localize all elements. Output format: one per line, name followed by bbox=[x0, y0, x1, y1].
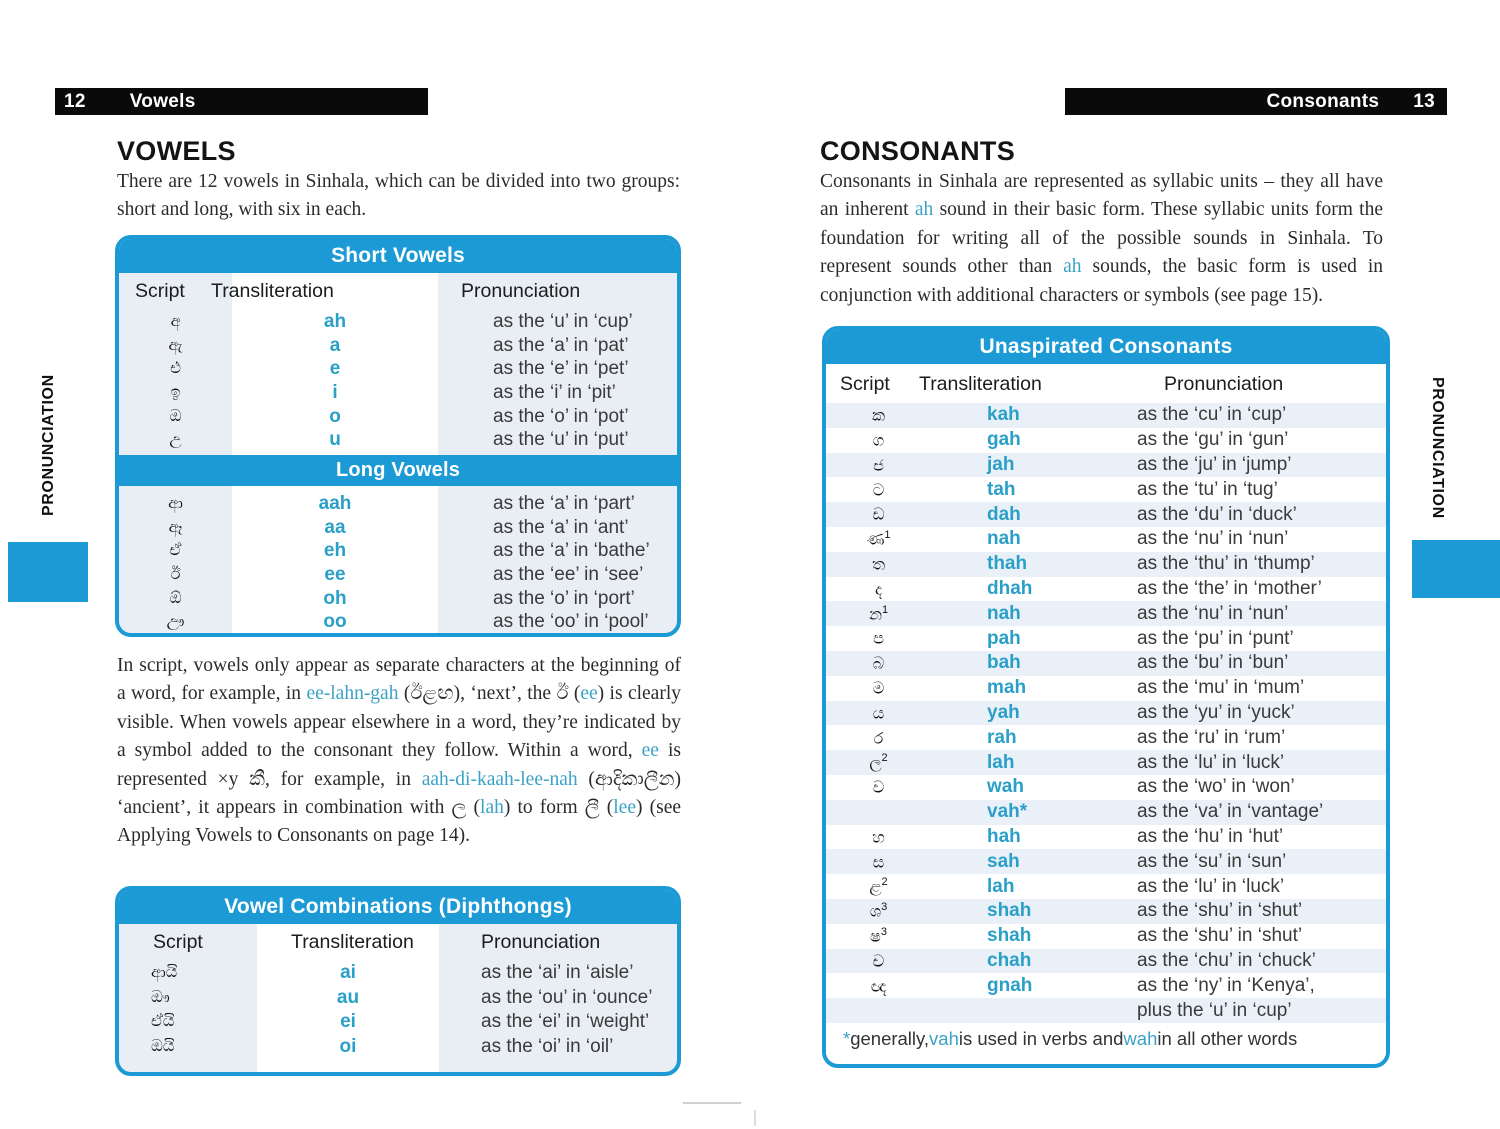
left-page-header-bar bbox=[55, 88, 428, 115]
script-column-header: Script bbox=[135, 280, 185, 302]
pronunciation-cell: as the ‘ju’ in ‘jump’ bbox=[1137, 453, 1292, 475]
table-row bbox=[826, 626, 1386, 651]
script-column-header: Script bbox=[840, 373, 890, 395]
script-cell: ජ bbox=[873, 457, 884, 475]
pronunciation-cell: as the ‘gu’ in ‘gun’ bbox=[1137, 429, 1289, 451]
script-cell: ශ$^3$ bbox=[869, 901, 888, 921]
script-cell: එ bbox=[170, 360, 181, 378]
script-cell: ඇ bbox=[168, 336, 183, 354]
script-cell: ළ$^2$ bbox=[869, 876, 888, 896]
table-row bbox=[119, 310, 677, 334]
pronunciation-cell: as the ‘du’ in ‘duck’ bbox=[1137, 503, 1297, 525]
pronunciation-cell: as the ‘i’ in ‘pit’ bbox=[493, 381, 616, 403]
script-cell: ච bbox=[872, 953, 885, 971]
script-cell: ක bbox=[872, 407, 885, 425]
diphthong-rows bbox=[119, 961, 677, 1059]
script-cell: ඒයි bbox=[151, 1013, 175, 1031]
pronunciation-cell: as the ‘ru’ in ‘rum’ bbox=[1137, 726, 1286, 748]
scan-artifact-line bbox=[683, 1102, 741, 1104]
script-cell: ය bbox=[872, 705, 885, 723]
right-page-header-bar bbox=[1065, 88, 1447, 115]
script-cell: ණ$^1$ bbox=[866, 529, 891, 549]
transliteration-cell: jah bbox=[987, 453, 1015, 475]
script-cell: ආයි bbox=[151, 964, 178, 982]
script-cell: ග bbox=[872, 432, 885, 450]
consonant-rows bbox=[826, 403, 1386, 1023]
table-row bbox=[826, 874, 1386, 899]
pronunciation-cell: as the ‘mu’ in ‘mum’ bbox=[1137, 677, 1305, 699]
long-vowels-table-title: Long Vowels bbox=[119, 455, 677, 486]
script-cell: ර bbox=[873, 729, 884, 747]
script-cell: ඔ bbox=[169, 407, 182, 425]
transliteration-cell: ah bbox=[323, 310, 347, 332]
vowels-table bbox=[115, 235, 681, 637]
consonants-section-title: CONSONANTS bbox=[820, 136, 1016, 166]
transliteration-cell: i bbox=[332, 381, 338, 403]
transliteration-cell: shah bbox=[987, 925, 1032, 947]
transliteration-cell: wah bbox=[987, 776, 1024, 798]
pronunciation-column-header: Pronunciation bbox=[461, 280, 581, 302]
right-page-number: 13 bbox=[1413, 90, 1435, 112]
right-margin-tab-square bbox=[1412, 540, 1500, 598]
consonants-intro-paragraph: Consonants in Sinhala are represented as syllabic units – they all have an inherent ah sound in their basic form. These syllabic units form the foundation for writing all of the possible sounds in Sinhala. To represent sounds other than ah sounds, the basic form is used in conjunction with additional characters or symbols (see page 15). bbox=[820, 171, 1384, 306]
transliteration-cell: dhah bbox=[987, 577, 1033, 599]
script-cell: උ bbox=[169, 431, 182, 449]
script-cell: ඌ bbox=[166, 613, 185, 631]
transliteration-cell: oi bbox=[339, 1035, 357, 1057]
table-row bbox=[826, 800, 1386, 825]
pronunciation-cell: as the ‘a’ in ‘part’ bbox=[493, 492, 635, 514]
pronunciation-cell: as the ‘u’ in ‘put’ bbox=[493, 429, 629, 451]
table-row bbox=[826, 825, 1386, 850]
pronunciation-cell: as the ‘pu’ in ‘punt’ bbox=[1137, 627, 1294, 649]
consonants-footnote: * generally, vah is used in verbs and wah in all other words bbox=[826, 1023, 1386, 1055]
transliteration-cell: kah bbox=[987, 404, 1020, 426]
table-row bbox=[119, 1010, 677, 1035]
transliteration-cell: hah bbox=[987, 825, 1021, 847]
pronunciation-cell: as the ‘ei’ in ‘weight’ bbox=[481, 1011, 650, 1033]
transliteration-cell: vah* bbox=[987, 801, 1028, 823]
script-cell: ඒ bbox=[169, 542, 182, 560]
right-margin-tab-label: PRONUNCIATION bbox=[1429, 377, 1446, 519]
pronunciation-cell: as the ‘a’ in ‘bathe’ bbox=[493, 540, 650, 562]
pronunciation-cell: as the ‘thu’ in ‘thump’ bbox=[1137, 553, 1315, 575]
pronunciation-cell: as the ‘ai’ in ‘aisle’ bbox=[481, 962, 634, 984]
pronunciation-cell: as the ‘tu’ in ‘tug’ bbox=[1137, 478, 1278, 500]
script-cell: හ bbox=[872, 829, 885, 847]
left-page-header-label: Vowels bbox=[129, 90, 196, 112]
right-page-header-label: Consonants bbox=[1266, 90, 1380, 112]
pronunciation-column-header: Pronunciation bbox=[1164, 373, 1284, 395]
short-vowels-rows bbox=[119, 310, 677, 452]
transliteration-column-header: Transliteration bbox=[211, 280, 334, 302]
long-vowels-rows bbox=[119, 492, 677, 634]
table-row bbox=[119, 381, 677, 405]
table-row bbox=[826, 527, 1386, 552]
vowels-intro-paragraph: There are 12 vowels in Sinhala, which can be divided into two groups: short and long, with six in each. bbox=[117, 171, 680, 221]
table-row bbox=[119, 334, 677, 358]
transliteration-cell: dah bbox=[987, 503, 1021, 525]
transliteration-cell: o bbox=[329, 405, 341, 427]
table-row bbox=[826, 676, 1386, 701]
table-row bbox=[119, 428, 677, 452]
table-column-headers bbox=[119, 273, 677, 310]
pronunciation-cell: as the ‘bu’ in ‘bun’ bbox=[1137, 652, 1289, 674]
table-row bbox=[826, 651, 1386, 676]
diphthongs-table-title: Vowel Combinations (Diphthongs) bbox=[119, 890, 677, 924]
pronunciation-cell: as the ‘shu’ in ‘shut’ bbox=[1137, 925, 1303, 947]
table-row bbox=[119, 563, 677, 587]
table-column-headers bbox=[826, 364, 1386, 403]
pronunciation-cell: as the ‘nu’ in ‘nun’ bbox=[1137, 528, 1289, 550]
transliteration-cell: lah bbox=[987, 751, 1015, 773]
pronunciation-cell: as the ‘ee’ in ‘see’ bbox=[493, 564, 644, 586]
transliteration-cell: e bbox=[329, 358, 341, 380]
script-cell: ල$^2$ bbox=[869, 752, 888, 772]
transliteration-cell: nah bbox=[987, 602, 1021, 624]
script-cell: ත bbox=[872, 556, 885, 574]
script-cell: ඈ bbox=[168, 518, 183, 536]
pronunciation-column-header: Pronunciation bbox=[481, 931, 601, 953]
table-row bbox=[826, 725, 1386, 750]
scan-artifact-tick bbox=[754, 1110, 756, 1126]
script-cell: ට bbox=[872, 481, 885, 499]
diphthongs-table bbox=[115, 886, 681, 1076]
pronunciation-cell: as the ‘o’ in ‘pot’ bbox=[493, 405, 629, 427]
table-row bbox=[826, 577, 1386, 602]
transliteration-cell: gnah bbox=[987, 974, 1033, 996]
script-cell: ඊ bbox=[170, 566, 181, 584]
short-vowels-table-title: Short Vowels bbox=[119, 239, 677, 273]
table-row bbox=[119, 540, 677, 564]
pronunciation-cell: as the ‘lu’ in ‘luck’ bbox=[1137, 751, 1285, 773]
table-row bbox=[119, 961, 677, 986]
pronunciation-cell: as the ‘lu’ in ‘luck’ bbox=[1137, 875, 1285, 897]
transliteration-cell: pah bbox=[987, 627, 1021, 649]
script-cell: බ bbox=[872, 655, 885, 673]
table-row bbox=[119, 611, 677, 635]
pronunciation-cell: as the ‘a’ in ‘ant’ bbox=[493, 516, 629, 538]
table-row bbox=[119, 492, 677, 516]
transliteration-cell: lah bbox=[987, 875, 1015, 897]
transliteration-cell: ei bbox=[340, 1011, 356, 1033]
script-cell: ෂ$^3$ bbox=[870, 925, 887, 946]
left-margin-tab-label: PRONUNCIATION bbox=[40, 374, 57, 516]
transliteration-cell: ai bbox=[340, 962, 356, 984]
table-row bbox=[826, 973, 1386, 998]
transliteration-cell: sah bbox=[987, 850, 1020, 872]
pronunciation-cell: as the ‘nu’ in ‘nun’ bbox=[1137, 602, 1289, 624]
table-row bbox=[119, 516, 677, 540]
table-row bbox=[119, 357, 677, 381]
script-cell: ඖ bbox=[151, 988, 170, 1006]
table-row bbox=[826, 849, 1386, 874]
pronunciation-cell: as the ‘wo’ in ‘won’ bbox=[1137, 776, 1295, 798]
pronunciation-cell: as the ‘shu’ in ‘shut’ bbox=[1137, 900, 1303, 922]
transliteration-cell: u bbox=[329, 429, 341, 451]
transliteration-cell: aa bbox=[324, 516, 346, 538]
transliteration-cell: yah bbox=[987, 701, 1020, 723]
pronunciation-cell: as the ‘cu’ in ‘cup’ bbox=[1137, 404, 1287, 426]
table-column-headers bbox=[119, 924, 677, 961]
transliteration-cell: bah bbox=[987, 652, 1021, 674]
pronunciation-cell: as the ‘hu’ in ‘hut’ bbox=[1137, 825, 1284, 847]
vowels-body-paragraph: In script, vowels only appear as separate characters at the beginning of a word, for example, in ee-lahn-gah (ඊළඟ), ‘next’, the ඊ (ee) is clearly visible. When vowels appear elsewhere in a word, they’re indicated by a symbol added to the consonant they follow. Within a word, ee is represented ×y කී, for example, in aah-di-kaah-lee-nah (ආදිකාලීන) ‘ancient’, it appears in combination with ල (lah) to form ලී (lee) (see Applying Vowels to Consonants on page 14). bbox=[117, 655, 681, 847]
table-row bbox=[826, 428, 1386, 453]
pronunciation-cell: as the ‘yu’ in ‘yuck’ bbox=[1137, 701, 1295, 723]
pronunciation-cell: as the ‘o’ in ‘port’ bbox=[493, 587, 635, 609]
script-cell: ව bbox=[872, 779, 885, 797]
script-cell: ඥ bbox=[870, 977, 887, 995]
pronunciation-cell: plus the ‘u’ in ‘cup’ bbox=[1137, 999, 1292, 1021]
script-cell: ආ bbox=[168, 494, 183, 512]
script-cell: ඩ bbox=[872, 506, 885, 524]
transliteration-cell: tah bbox=[987, 478, 1016, 500]
table-row bbox=[826, 502, 1386, 527]
table-row bbox=[826, 949, 1386, 974]
table-row bbox=[826, 453, 1386, 478]
script-cell: ස bbox=[872, 853, 885, 871]
pronunciation-cell: as the ‘a’ in ‘pat’ bbox=[493, 334, 629, 356]
consonants-table bbox=[822, 326, 1390, 1068]
transliteration-cell: thah bbox=[987, 553, 1028, 575]
script-cell: ප bbox=[873, 630, 884, 648]
table-row bbox=[119, 405, 677, 429]
transliteration-cell: chah bbox=[987, 949, 1032, 971]
pronunciation-cell: as the ‘e’ in ‘pet’ bbox=[493, 358, 629, 380]
transliteration-cell: a bbox=[329, 334, 341, 356]
pronunciation-cell: as the ‘u’ in ‘cup’ bbox=[493, 310, 633, 332]
transliteration-cell: gah bbox=[987, 429, 1021, 451]
transliteration-cell: ee bbox=[324, 564, 346, 586]
transliteration-cell: oh bbox=[323, 587, 347, 609]
table-row bbox=[826, 750, 1386, 775]
pronunciation-cell: as the ‘va’ in ‘vantage’ bbox=[1137, 801, 1324, 823]
transliteration-column-header: Transliteration bbox=[919, 373, 1042, 395]
script-cell: ද bbox=[874, 581, 883, 599]
transliteration-cell: aah bbox=[318, 492, 352, 514]
table-row bbox=[826, 477, 1386, 502]
left-margin-tab-square bbox=[8, 542, 88, 602]
pronunciation-cell: as the ‘the’ in ‘mother’ bbox=[1137, 577, 1322, 599]
script-cell: ම bbox=[872, 680, 885, 698]
pronunciation-cell: as the ‘ny’ in ‘Kenya’, bbox=[1137, 974, 1315, 996]
script-cell: ඉ bbox=[170, 383, 181, 401]
pronunciation-cell: as the ‘su’ in ‘sun’ bbox=[1137, 850, 1287, 872]
script-cell: න$^1$ bbox=[868, 603, 889, 623]
transliteration-cell: au bbox=[336, 986, 360, 1008]
table-row bbox=[119, 1035, 677, 1060]
script-column-header: Script bbox=[153, 931, 203, 953]
table-row bbox=[826, 403, 1386, 428]
transliteration-cell: rah bbox=[987, 726, 1017, 748]
table-row bbox=[826, 601, 1386, 626]
table-row bbox=[826, 998, 1386, 1023]
vowels-section-title: VOWELS bbox=[117, 136, 236, 166]
transliteration-cell: nah bbox=[987, 528, 1021, 550]
table-row bbox=[826, 924, 1386, 949]
consonants-table-title: Unaspirated Consonants bbox=[826, 330, 1386, 364]
pronunciation-cell: as the ‘chu’ in ‘chuck’ bbox=[1137, 949, 1316, 971]
script-cell: අ bbox=[170, 312, 181, 330]
transliteration-cell: oo bbox=[323, 611, 347, 633]
table-row bbox=[826, 899, 1386, 924]
transliteration-cell: mah bbox=[987, 677, 1027, 699]
script-cell: ඔයි bbox=[151, 1037, 175, 1055]
transliteration-cell: eh bbox=[323, 540, 347, 562]
pronunciation-cell: as the ‘ou’ in ‘ounce’ bbox=[481, 986, 653, 1008]
table-row bbox=[119, 986, 677, 1011]
table-row bbox=[826, 701, 1386, 726]
left-page-number: 12 bbox=[64, 90, 86, 112]
pronunciation-cell: as the ‘oo’ in ‘pool’ bbox=[493, 611, 649, 633]
table-row bbox=[826, 775, 1386, 800]
transliteration-column-header: Transliteration bbox=[291, 931, 414, 953]
table-row bbox=[119, 587, 677, 611]
pronunciation-cell: as the ‘oi’ in ‘oil’ bbox=[481, 1035, 614, 1057]
table-row bbox=[826, 552, 1386, 577]
script-cell: ඕ bbox=[169, 589, 182, 607]
transliteration-cell: shah bbox=[987, 900, 1032, 922]
